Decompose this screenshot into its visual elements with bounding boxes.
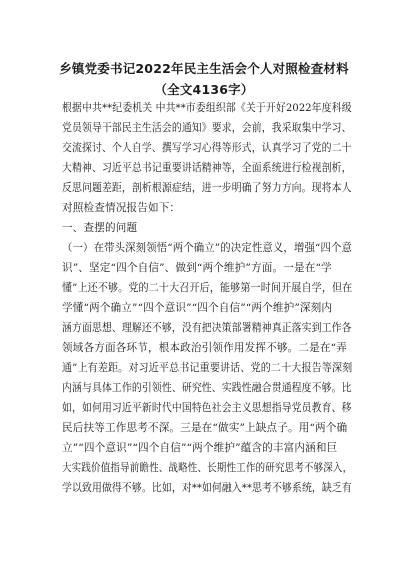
document-title: 乡镇党委书记2022年民主生活会个人对照检查材料 — [59, 61, 349, 76]
paragraph-line: 对照检查情况报告如下： — [62, 202, 181, 214]
paragraph-line: 学懂“两个确立”“四个意识”“四个自信”“两个维护”深刻内 — [62, 302, 333, 314]
paragraph-line: 识”、坚定“四个自信”、做到“两个维护”方面。一是在“学 — [62, 262, 332, 274]
paragraph-line: 如，如何用习近平新时代中国特色社会主义思想指导党员教育、移 — [62, 402, 352, 414]
paragraph-line: 交流探讨、个人自学、撰写学习心得等形式，认真学习了党的二十 — [62, 142, 352, 154]
paragraph-line: 党员领导干部民主生活会的通知》要求，会前，我采取集中学习、 — [62, 122, 352, 134]
paragraph-line: 学以致用做得不够。比如，对**如何融入**思考不够系统，缺乏有 — [62, 482, 352, 494]
paragraph-line: 大实践价值指导前瞻性、战略性、长期性工作的研究思考不够深入， — [62, 462, 353, 474]
paragraph-line: （一）在带头深刻领悟“两个确立”的决定性意义，增强“四个意 — [62, 242, 353, 254]
paragraph-line: 涵方面思想、理解还不够，没有把决策部署精神真正落实到工作各 — [62, 322, 352, 334]
paragraph-line: 领域各方面各环节，根本政治引领作用发挥不够。二是在“弄 — [62, 342, 347, 354]
section-heading: 一、查摆的问题 — [62, 222, 138, 234]
paragraph-line: 立”“四个意识”“四个自信”“两个维护”蕴含的丰富内涵和巨 — [62, 442, 338, 454]
paragraph-line: 根据中共**纪委机关 中共**市委组织部《关于开好2022年度科级 — [62, 102, 352, 114]
paragraph-line: 反思问题差距，剖析根源症结，进一步明确了努力方向。现将本人 — [62, 182, 352, 194]
paragraph-line: 内涵与具体工作的引领性、研究性、实践性融合贯通程度不够。比 — [62, 382, 352, 394]
document-subtitle: （全文4136字） — [154, 82, 254, 97]
paragraph-line: 通”上有差距。对习近平总书记重要讲话、党的二十大报告等深刻 — [62, 362, 353, 374]
paragraph-line: 大精神、习近平总书记重要讲话精神等，全面系统进行检视剖析， — [62, 162, 352, 174]
paragraph-line: 懂”上还不够。党的二十大召开后，能够第一时间开展自学，但在 — [62, 282, 353, 294]
paragraph-line: 民后扶等工作思考不深。三是在“做实”上缺点子。用“两个确 — [62, 422, 348, 434]
